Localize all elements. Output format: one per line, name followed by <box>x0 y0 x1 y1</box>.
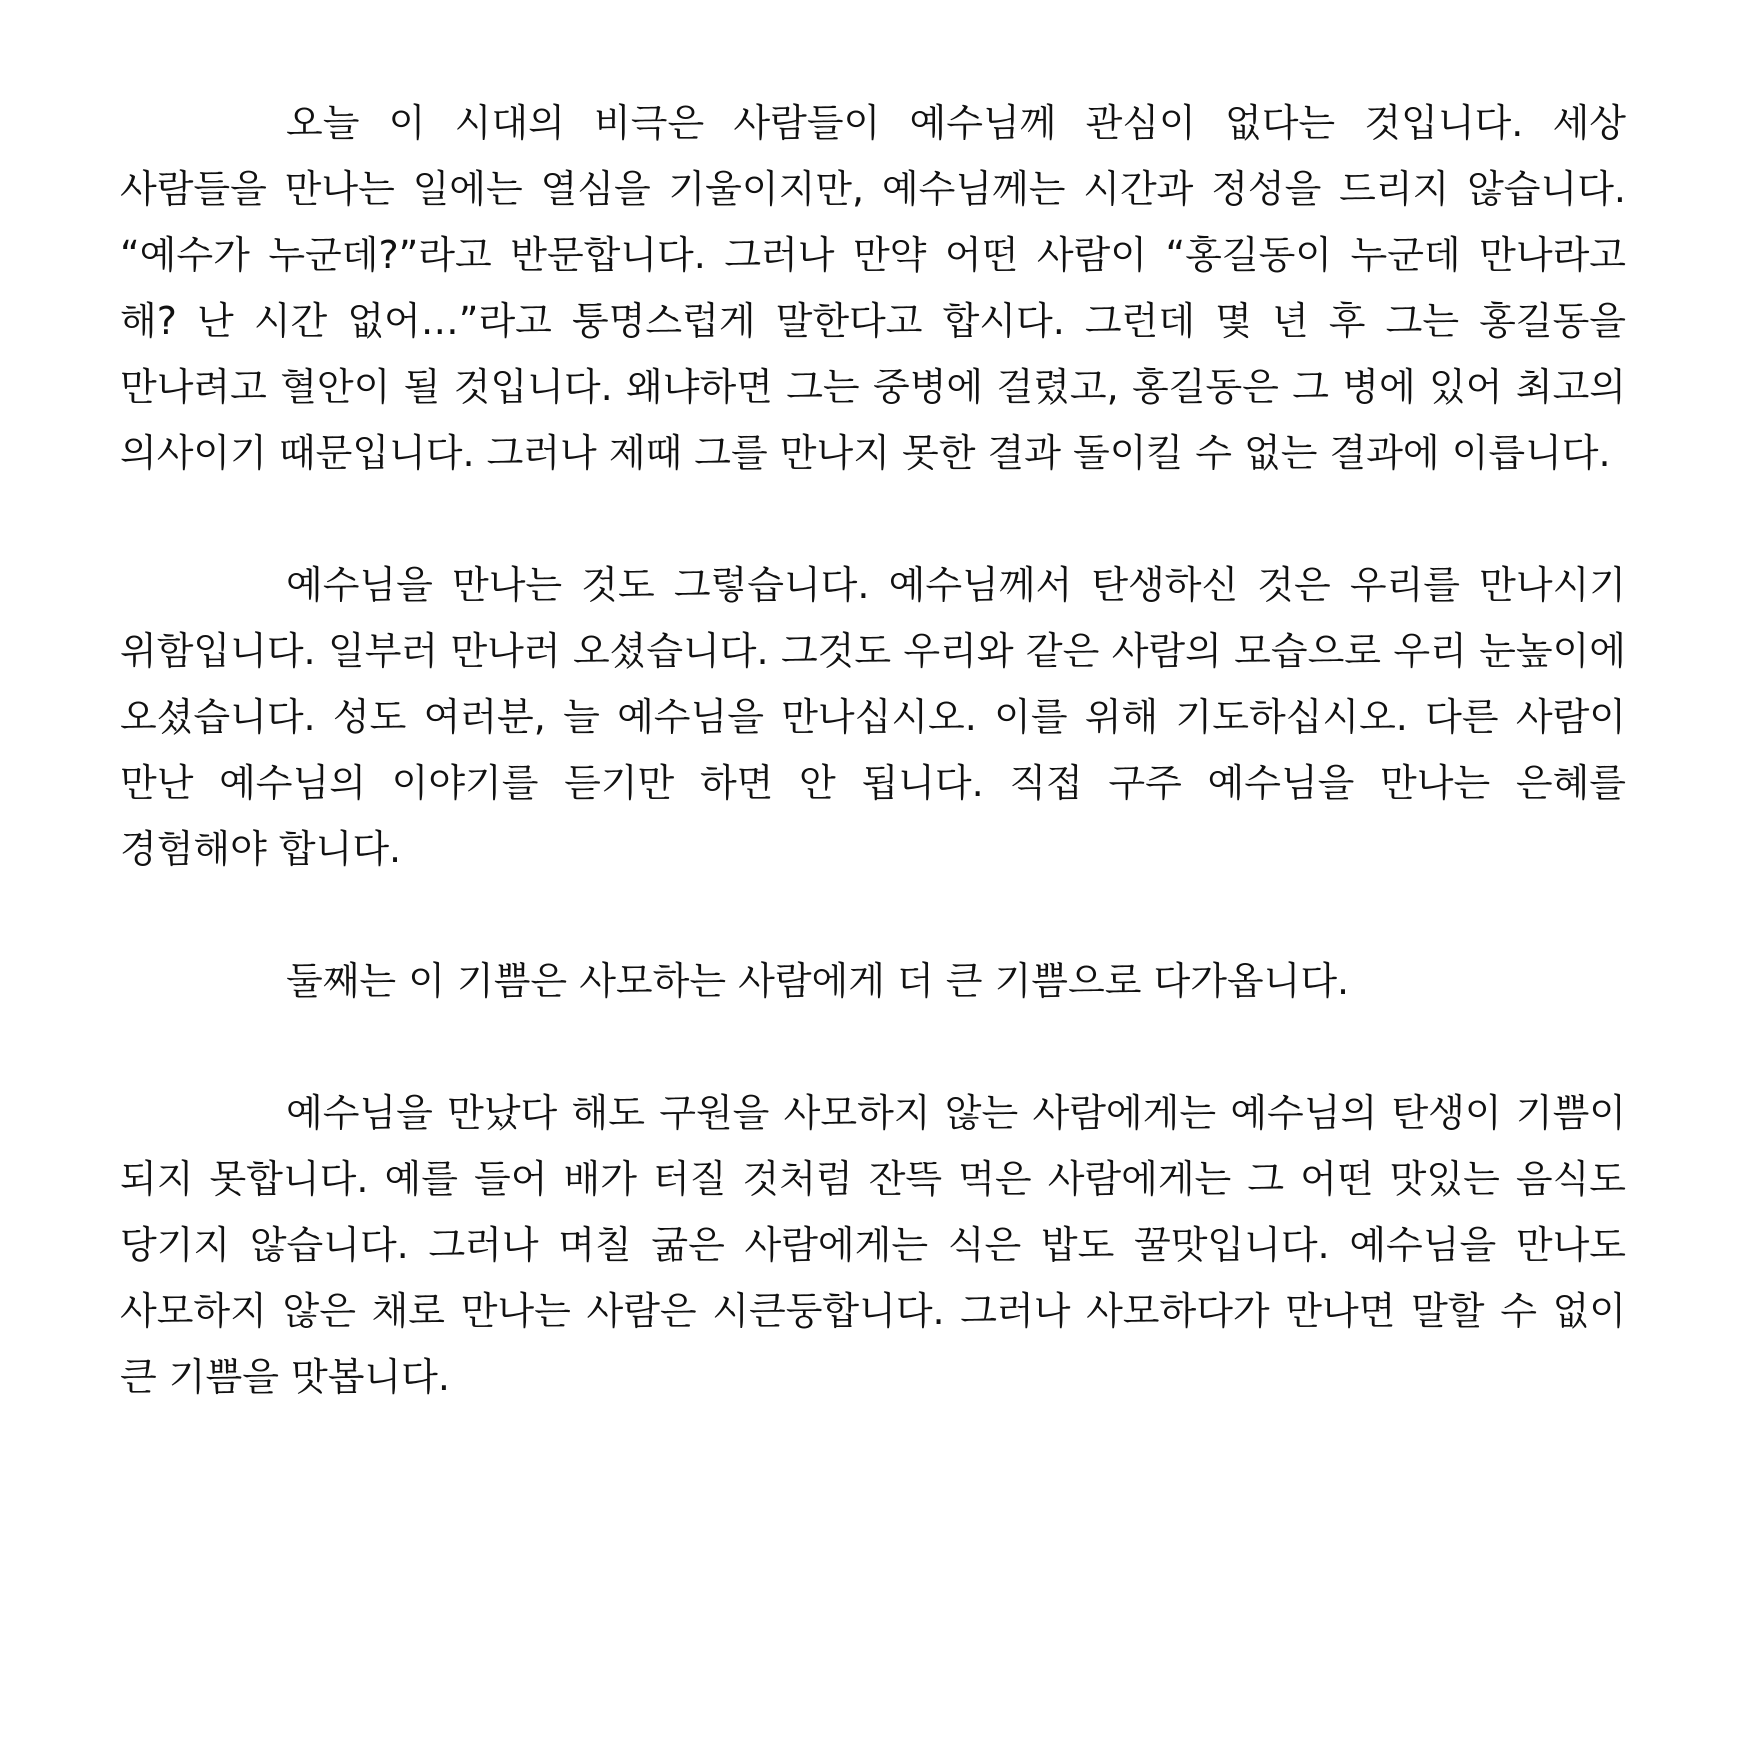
document-body <box>120 90 1626 1410</box>
paragraph-gap <box>120 486 1626 552</box>
paragraph-4: 예수님을 만났다 해도 구원을 사모하지 않는 사람에게는 예수님의 탄생이 기쁨이 되지 못합니다. 예를 들어 배가 터질 것처럼 잔뜩 먹은 사람에게는 그 어떤 맛있는 음식도 당기지 않습니다. 그러나 며칠 굶은 사람에게는 식은 밥도 꿀맛입니다. 예수님을 만나도 사모하지 않은 채로 만나는 사람은 시큰둥합니다. 그러나 사모하다가 만나면 말할 수 없이 큰 기쁨을 맛봅니다. <box>120 1091 1626 1399</box>
paragraph-gap <box>120 882 1626 948</box>
paragraph-2: 예수님을 만나는 것도 그렇습니다. 예수님께서 탄생하신 것은 우리를 만나시기 위함입니다. 일부러 만나러 오셨습니다. 그것도 우리와 같은 사람의 모습으로 우리 눈높이에 오셨습니다. 성도 여러분, 늘 예수님을 만나십시오. 이를 위해 기도하십시오. 다른 사람이 만난 예수님의 이야기를 듣기만 하면 안 됩니다. 직접 구주 예수님을 만나는 은혜를 경험해야 합니다. <box>120 563 1626 871</box>
paragraph-gap <box>120 1014 1626 1080</box>
paragraph-1: 오늘 이 시대의 비극은 사람들이 예수님께 관심이 없다는 것입니다. 세상 사람들을 만나는 일에는 열심을 기울이지만, 예수님께는 시간과 정성을 드리지 않습니다. “예수가 누군데?”라고 반문합니다. 그러나 만약 어떤 사람이 “홍길동이 누군데 만나라고 해? 난 시간 없어…”라고 퉁명스럽게 말한다고 합시다. 그런데 몇 년 후 그는 홍길동을 만나려고 혈안이 될 것입니다. 왜냐하면 그는 중병에 걸렸고, 홍길동은 그 병에 있어 최고의 의사이기 때문입니다. 그러나 제때 그를 만나지 못한 결과 돌이킬 수 없는 결과에 이릅니다. <box>120 101 1626 475</box>
paragraph-3: 둘째는 이 기쁨은 사모하는 사람에게 더 큰 기쁨으로 다가옵니다. <box>286 959 1350 1003</box>
